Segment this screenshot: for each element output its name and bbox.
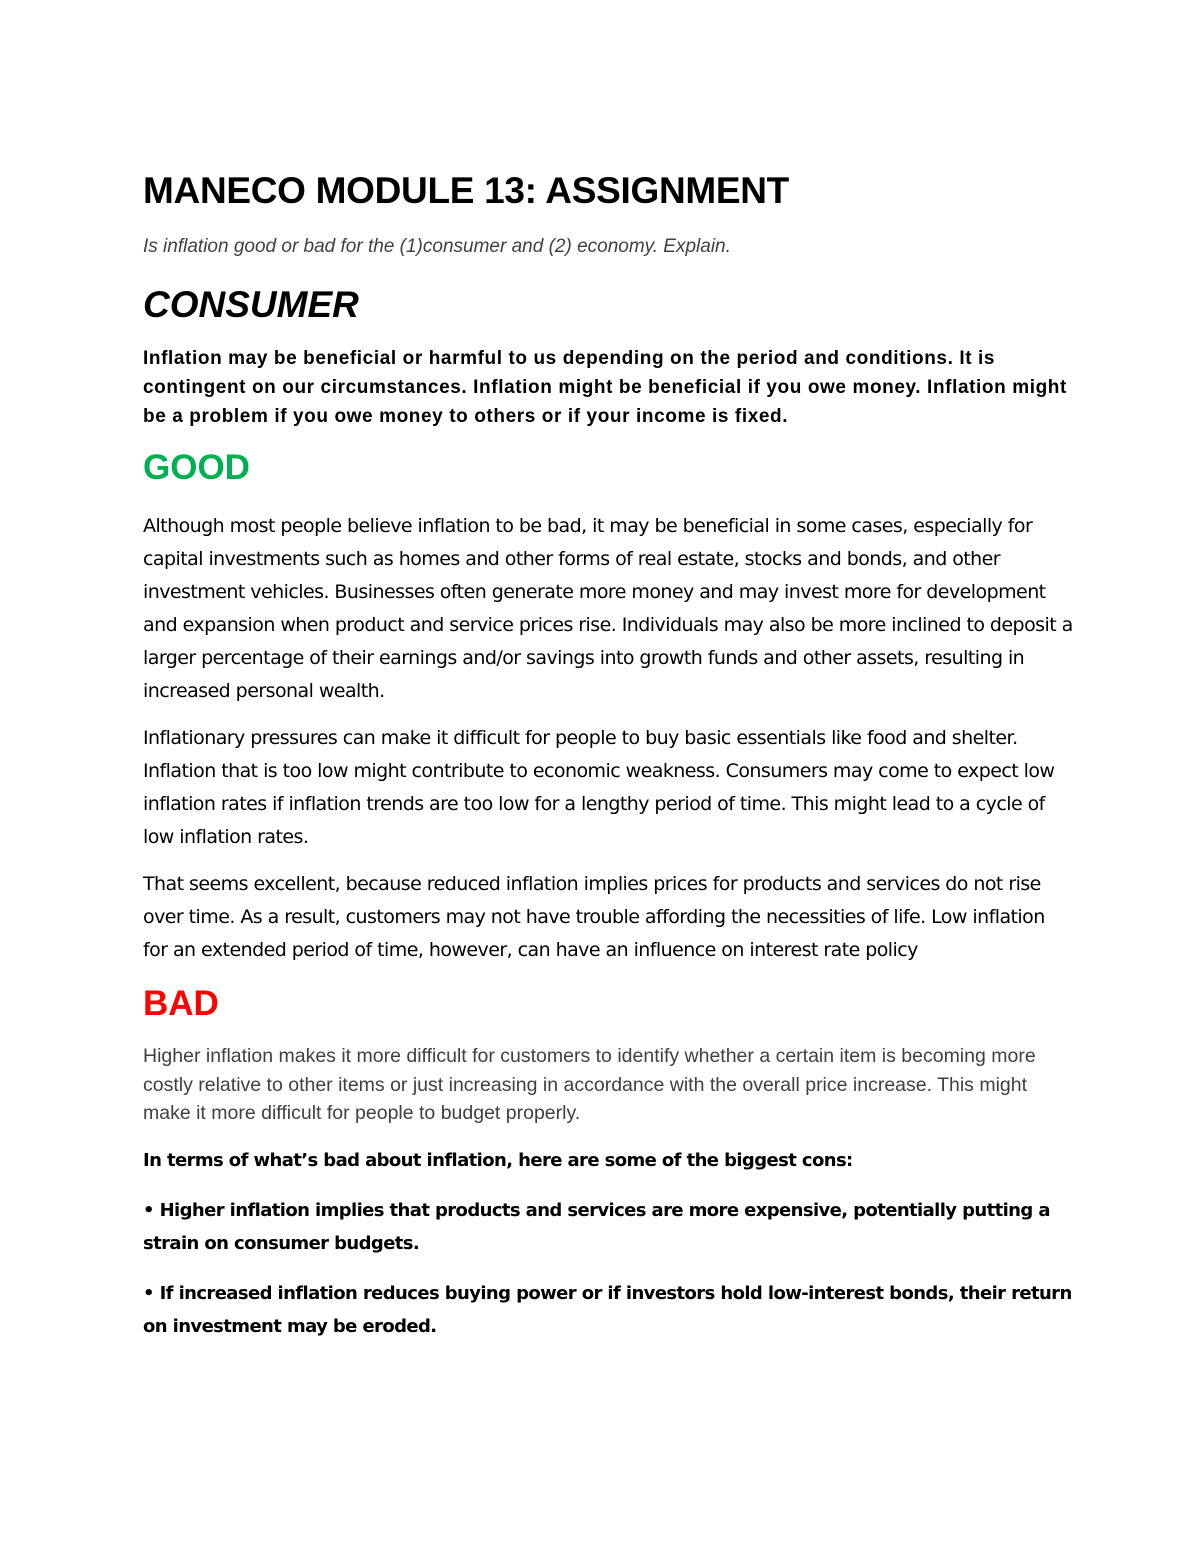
cons-bullet-1: • Higher inflation implies that products and services are more expensive, potentially putting a strain on consumer budgets. (143, 1199, 1050, 1254)
bad-heading: BAD (143, 984, 219, 1023)
bad-paragraph: Higher inflation makes it more difficult for customers to identify whether a certain item is becoming more costly relative to other items or just increasing in accordance with the overall price increase. This might make it more difficult for people to budget properly. (143, 1045, 1036, 1124)
consumer-heading: CONSUMER (143, 284, 359, 325)
document-content (143, 168, 1073, 1343)
good-paragraph-1: Although most people believe inflation to be bad, it may be beneficial in some cases, especially for capital investments such as homes and other forms of real estate, stocks and bonds, and other investment vehicles. Businesses often generate more money and may invest more for development and expansion when product and service prices rise. Individuals may also be more inclined to deposit a larger percentage of their earnings and/or savings into growth funds and other assets, resulting in increased personal wealth. (143, 515, 1073, 702)
good-paragraph-2: Inflationary pressures can make it difficult for people to buy basic essentials like food and shelter. Inflation that is too low might contribute to economic weakness. Consumers may come to expect low inflation rates if inflation trends are too low for a lengthy period of time. This might lead to a cycle of low inflation rates. (143, 727, 1055, 848)
document-title: MANECO MODULE 13: ASSIGNMENT (143, 170, 789, 211)
consumer-intro: Inflation may be beneficial or harmful to us depending on the period and conditions. It is contingent on our circumstances. Inflation might be beneficial if you owe money. Inflation might be a problem if you owe money to others or if your income is fixed. (143, 348, 1067, 427)
cons-intro: In terms of what’s bad about inflation, here are some of the biggest cons: (143, 1149, 853, 1171)
good-heading: GOOD (143, 448, 250, 487)
good-paragraph-3: That seems excellent, because reduced inflation implies prices for products and services do not rise over time. As a result, customers may not have trouble affording the necessities of life. Low inflation for an extended period of time, however, can have an influence on interest rate policy (143, 873, 1045, 961)
assignment-prompt: Is inflation good or bad for the (1)consumer and (2) economy. Explain. (143, 236, 731, 257)
cons-bullet-2: • If increased inflation reduces buying power or if investors hold low-interest bonds, their return on investment may be eroded. (143, 1282, 1072, 1337)
